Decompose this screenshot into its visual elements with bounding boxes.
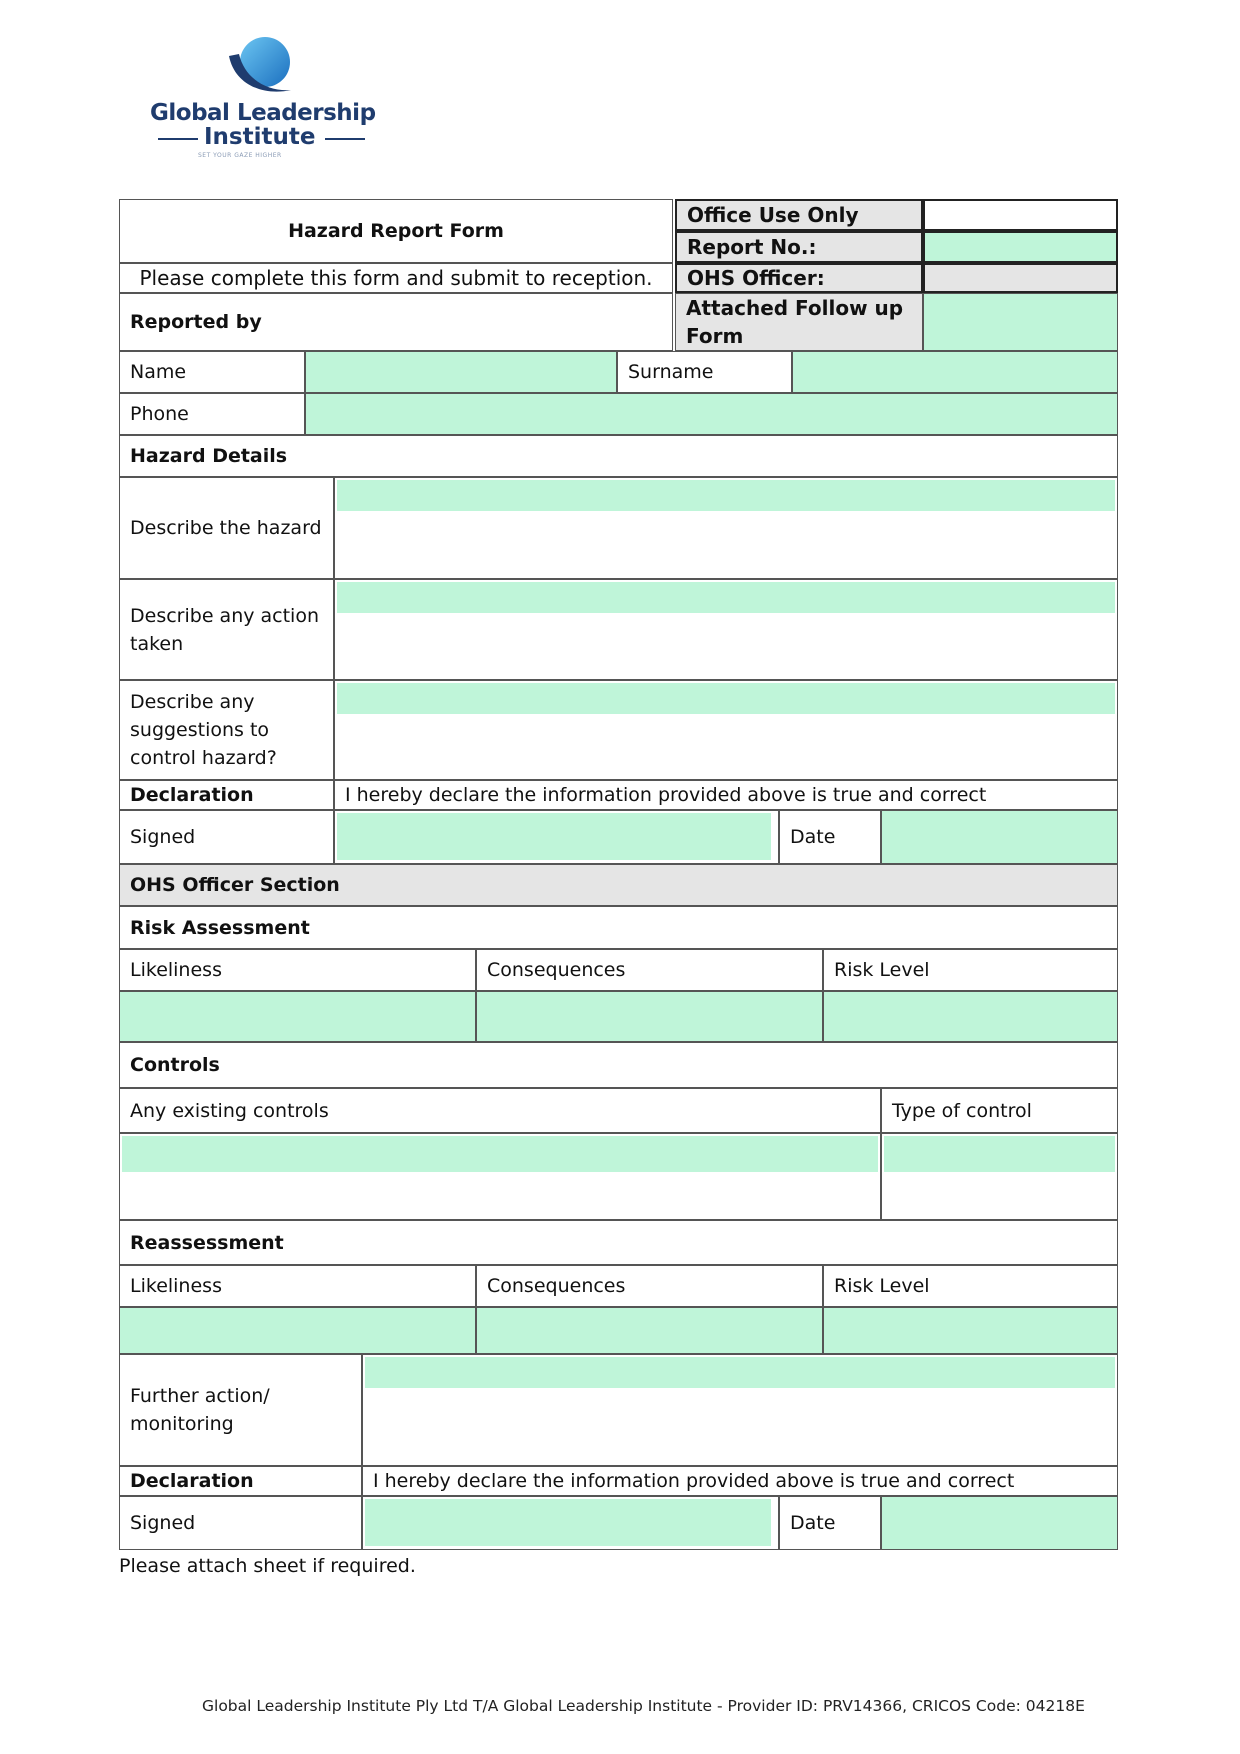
logo-rule-left: [158, 138, 198, 140]
consequences-label: Consequences: [476, 949, 823, 991]
globe-icon: [225, 34, 297, 100]
form-title: Hazard Report Form: [119, 199, 673, 263]
surname-label: Surname: [617, 351, 792, 393]
form-instructions: Please complete this form and submit to reception.: [119, 263, 673, 293]
footer: Global Leadership Institute Ply Ltd T/A Global Leadership Institute - Provider ID: PRV14366, CRICOS Code: 04218E: [202, 1697, 1085, 1715]
declaration-label: Declaration: [119, 780, 334, 810]
ohs-officer-field[interactable]: [923, 263, 1118, 293]
suggestions-label: Describe any suggestions to control hazard?: [119, 680, 334, 780]
likeliness-field[interactable]: [119, 991, 476, 1042]
re-consequences-label: Consequences: [476, 1265, 823, 1307]
reported-by-heading: Reported by: [119, 293, 673, 351]
name-label: Name: [119, 351, 305, 393]
ohs-officer-label: OHS Officer:: [675, 263, 923, 293]
describe-hazard-field[interactable]: [337, 480, 1115, 511]
logo-line1: Global Leadership: [150, 100, 376, 126]
signed-field[interactable]: [337, 813, 771, 860]
action-taken-field[interactable]: [337, 582, 1115, 613]
declaration-text: I hereby declare the information provided above is true and correct: [334, 780, 1118, 810]
attached-follow-up-field[interactable]: [923, 293, 1118, 351]
existing-controls-label: Any existing controls: [119, 1088, 881, 1133]
hazard-details-heading: Hazard Details: [119, 435, 1118, 477]
name-field[interactable]: [305, 351, 617, 393]
ohs-declaration-label: Declaration: [119, 1466, 362, 1496]
date-field[interactable]: [881, 810, 1118, 864]
re-likeliness-field[interactable]: [119, 1307, 476, 1354]
date-label: Date: [779, 810, 881, 864]
logo-line2: Institute: [204, 124, 316, 150]
action-taken-label: Describe any action taken: [119, 579, 334, 680]
controls-heading: Controls: [119, 1042, 1118, 1088]
ohs-date-label: Date: [779, 1496, 881, 1550]
reassessment-heading: Reassessment: [119, 1220, 1118, 1265]
risk-level-field[interactable]: [823, 991, 1118, 1042]
re-risk-level-field[interactable]: [823, 1307, 1118, 1354]
ohs-signed-label: Signed: [119, 1496, 362, 1550]
attached-follow-up-label: Attached Follow up Form: [675, 293, 923, 351]
describe-hazard-label: Describe the hazard: [119, 477, 334, 579]
phone-field[interactable]: [305, 393, 1118, 435]
phone-label: Phone: [119, 393, 305, 435]
re-consequences-field[interactable]: [476, 1307, 823, 1354]
re-risk-level-label: Risk Level: [823, 1265, 1118, 1307]
ohs-section-heading: OHS Officer Section: [119, 864, 1118, 906]
re-likeliness-label: Likeliness: [119, 1265, 476, 1307]
risk-assessment-heading: Risk Assessment: [119, 906, 1118, 949]
office-use-title: Office Use Only: [675, 199, 923, 231]
existing-controls-field[interactable]: [122, 1136, 878, 1172]
ohs-date-field[interactable]: [881, 1496, 1118, 1550]
logo-rule-right: [325, 138, 365, 140]
report-no-field[interactable]: [923, 231, 1118, 263]
risk-level-label: Risk Level: [823, 949, 1118, 991]
surname-field[interactable]: [792, 351, 1118, 393]
consequences-field[interactable]: [476, 991, 823, 1042]
report-no-label: Report No.:: [675, 231, 923, 263]
ohs-declaration-text: I hereby declare the information provided above is true and correct: [362, 1466, 1118, 1496]
office-use-blank: [923, 199, 1118, 231]
further-action-field[interactable]: [365, 1357, 1115, 1388]
suggestions-field[interactable]: [337, 683, 1115, 714]
logo-tagline: SET YOUR GAZE HIGHER: [198, 152, 282, 159]
type-of-control-field[interactable]: [884, 1136, 1115, 1172]
likeliness-label: Likeliness: [119, 949, 476, 991]
signed-label: Signed: [119, 810, 334, 864]
type-of-control-label: Type of control: [881, 1088, 1118, 1133]
ohs-signed-field[interactable]: [365, 1499, 771, 1546]
logo: [140, 30, 380, 165]
further-action-label: Further action/ monitoring: [119, 1354, 362, 1466]
attach-note: Please attach sheet if required.: [119, 1555, 416, 1577]
